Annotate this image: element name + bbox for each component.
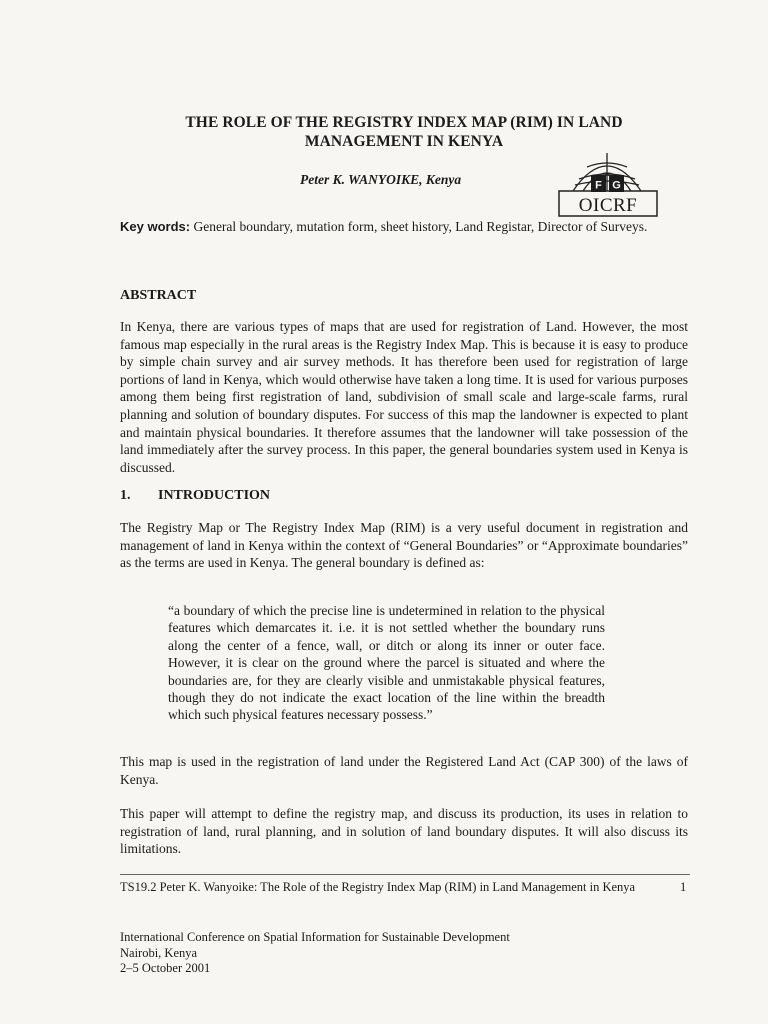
abstract-paragraph: In Kenya, there are various types of maps that are used for registration of Land. However, the most famous map especially in the rural areas is the Registry Index Map. This is because it is easy to produce by simple chain survey and air survey methods. It has therefore been used for registration of large portions of land in Kenya, which would otherwise have taken a long time. It is used for various purposes among them being first registration of land, subdivision of small scale and large-scale farms, rural planning and solution of boundary disputes. For success of this map the landowner is expected to plant and maintain physical boundaries. It therefore assumes that the landowner will take possession of the land immediately after the survey process. In this paper, the general boundaries system used in Kenya is discussed. [120,319,688,475]
fig-oicrf-globe-logo-icon [551,145,663,219]
footer-divider [120,874,690,875]
introduction-paragraph-2: This map is used in the registration of land under the Registered Land Act (CAP 300) of the laws of Kenya. [120,754,688,787]
conference-info [120,930,510,977]
logo-flag-right: G [612,179,621,192]
paper-title-line-1: THE ROLE OF THE REGISTRY INDEX MAP (RIM) IN LAND [185,114,623,131]
conference-line-2: Nairobi, Kenya [120,945,198,960]
introduction-heading-text: INTRODUCTION [158,488,271,503]
keywords-label: Key words: [120,219,191,234]
conference-line-3: 2–5 October 2001 [120,961,211,975]
keywords [120,218,688,236]
introduction-paragraph-1: The Registry Map or The Registry Index Map (RIM) is a very useful document in registration and management of land in Kenya within the context of “General Boundaries” or “Approximate boundaries” as the terms are used in Kenya. The general boundary is defined as: [120,520,688,571]
conference-line-1: International Conference on Spatial Information for Sustainable Development [120,930,510,944]
introduction-paragraph-3: This paper will attempt to define the registry map, and discuss its production, its uses in relation to registration of land, rural planning, and in solution of land boundary disputes. It will also discuss its limitations. [120,806,688,857]
paper-title-line-2: MANAGEMENT IN KENYA [304,133,504,150]
logo-text: OICRF [578,195,638,216]
keywords-text: General boundary, mutation form, sheet history, Land Registar, Director of Surveys. [193,219,648,234]
footer-text: TS19.2 Peter K. Wanyoike: The Role of the Registry Index Map (RIM) in Land Management in Kenya [120,880,636,894]
introduction-heading [120,488,270,504]
abstract-heading: ABSTRACT [120,288,197,303]
definition-quote: “a boundary of which the precise line is undetermined in relation to the physical features which demarcates it. i.e. it is not settled whether the boundary runs along the center of a fence, wall, or ditch or along its inner or outer face. However, it is clear on the ground where the parcel is situated and where the boundaries are, for they are clearly visible and unmistakable physical features, though they do not indicate the exact location of the line within the breadth which such physical features necessary possess.” [168,603,605,723]
page-number: 1 [680,880,687,894]
logo-flag-left: F [595,179,602,192]
author-line: Peter K. WANYOIKE, Kenya [300,172,462,187]
introduction-heading-number: 1. [120,488,131,503]
